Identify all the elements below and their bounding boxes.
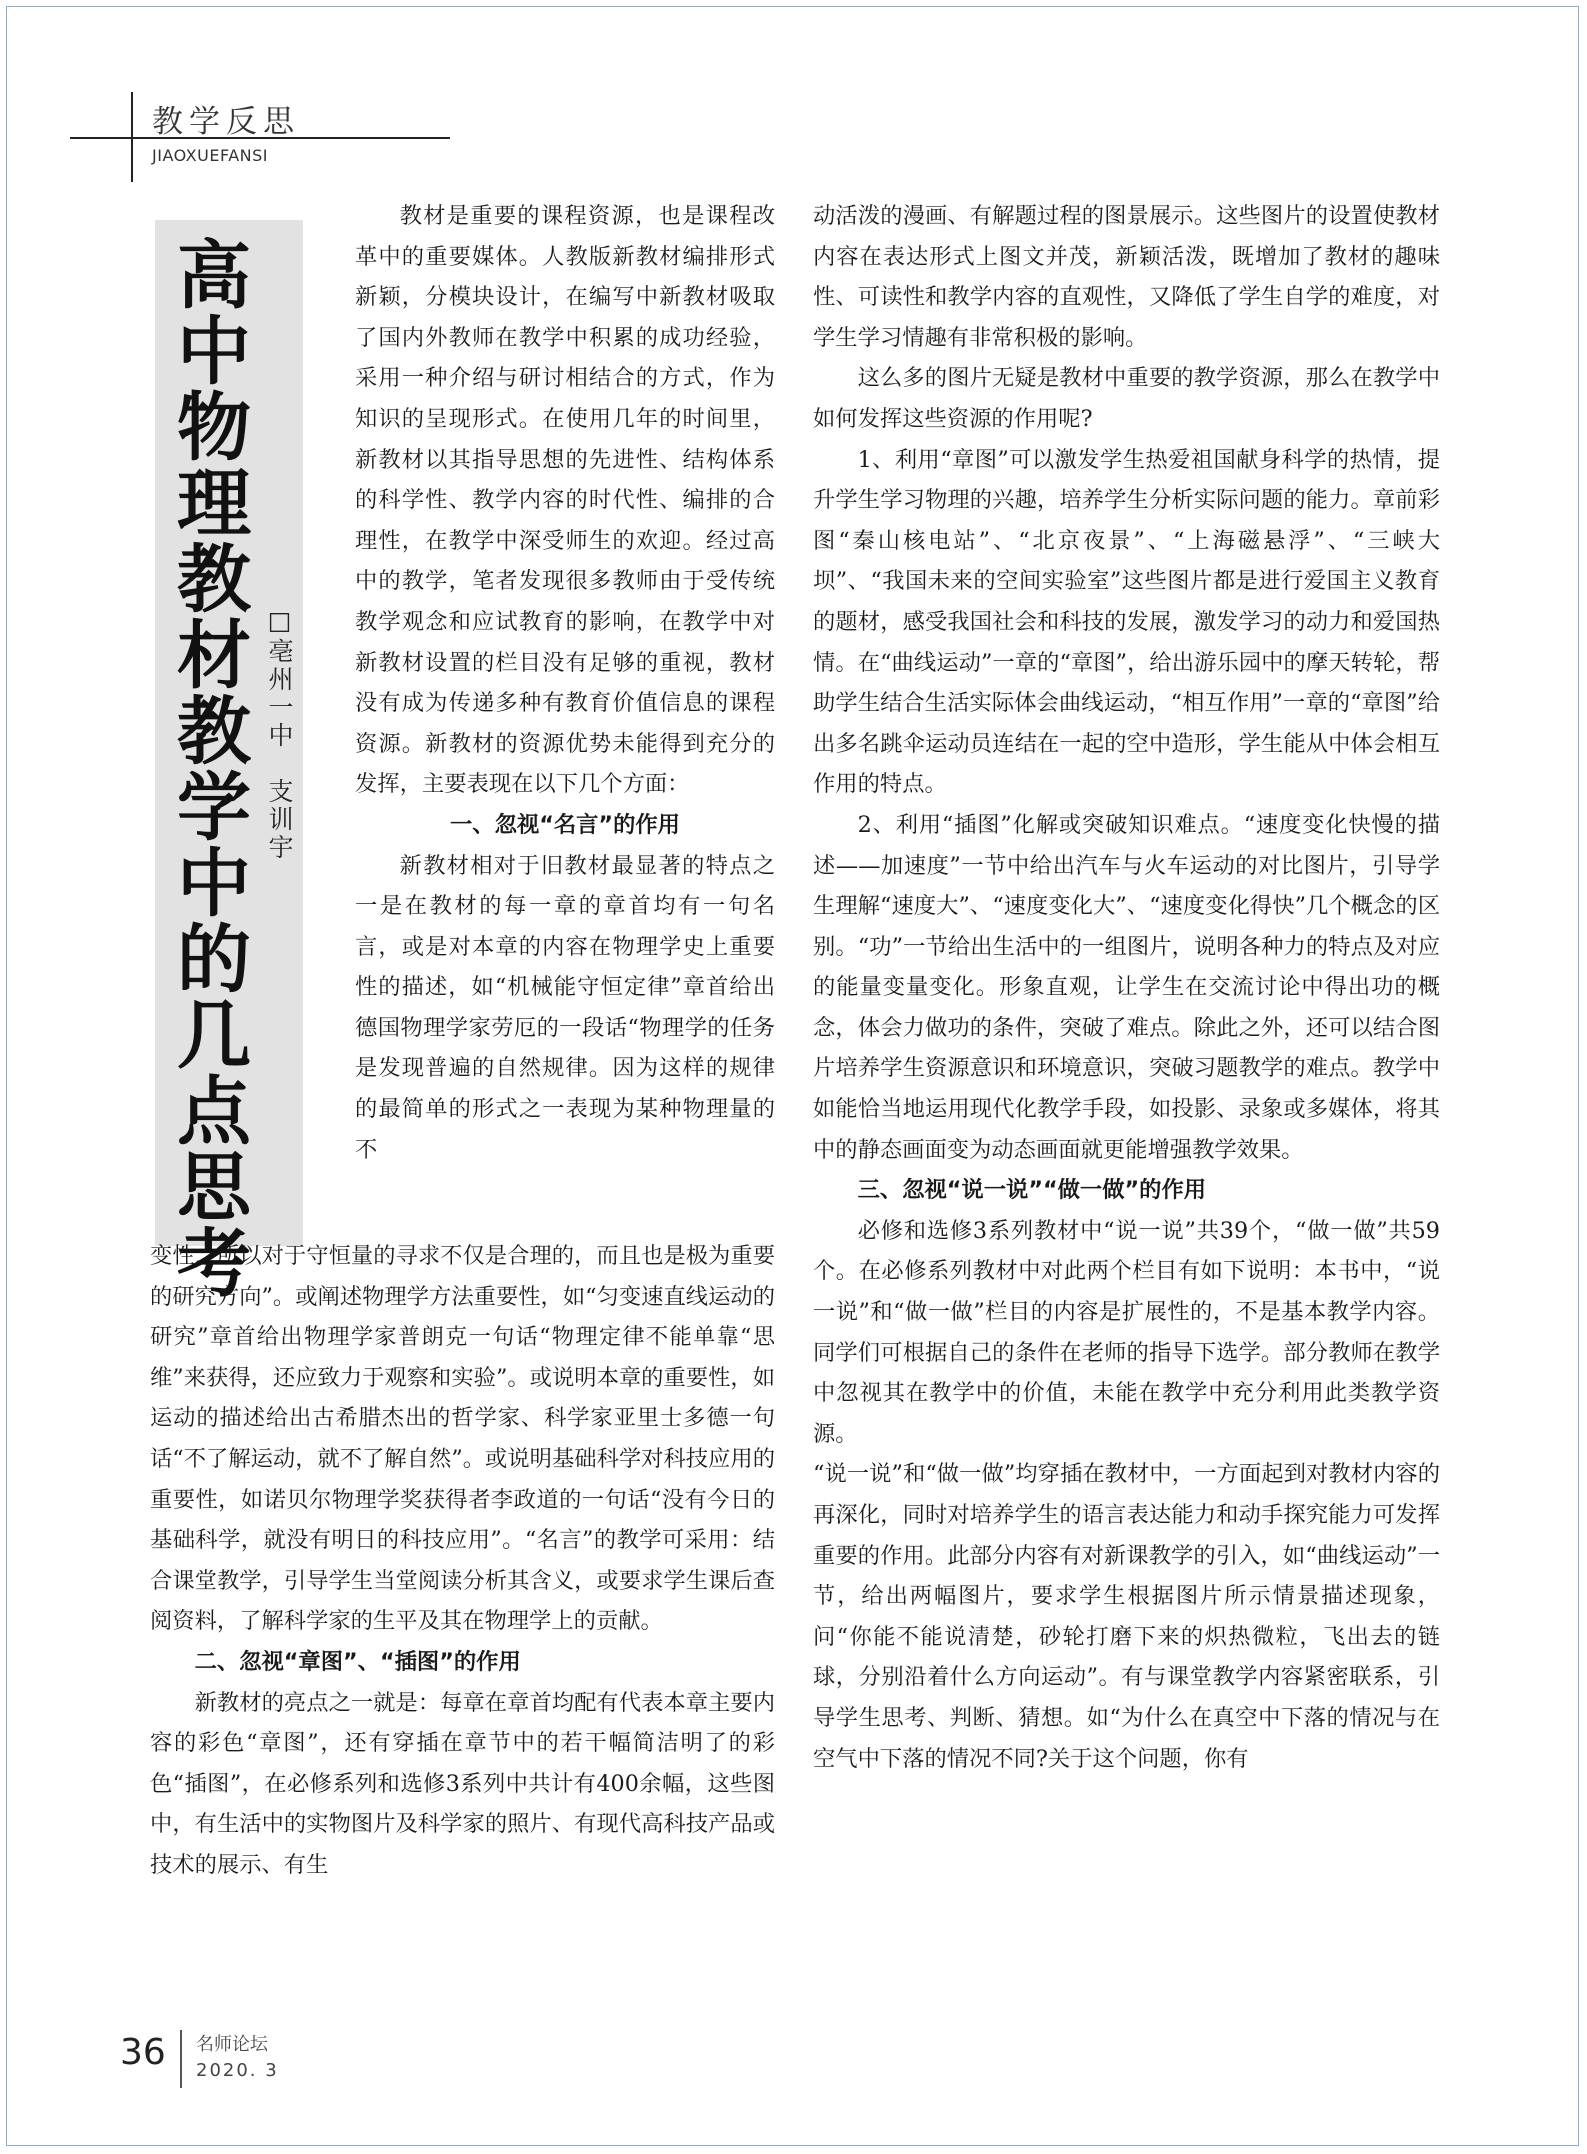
paragraph-4: 1、利用“章图”可以激发学生热爱祖国献身科学的热情，提升学生学习物理的兴趣，培养学生分析实际问题的能力。章前彩图“秦山核电站”、“北京夜景”、“上海磁悬浮”、“三峡大坝”、“我国未来的空间实验室”这些图片都是进行爱国主义教育的题材，感受我国社会和科技的发展，激发学习的动力和爱国热情。在“曲线运动”一章的“章图”，给出游乐园中的摩天转轮，帮助学生结合生活实际体会曲线运动，“相互作用”一章的“章图”给出多名跳伞运动员连结在一起的空中造形，学生能从中体会相互作用的特点。 (813, 446, 1440, 798)
magazine-name: 名师论坛 (196, 2034, 268, 2055)
article-title: 高中物理教材教学中的几点思考 (165, 236, 251, 1300)
page-number: 36 (120, 2032, 166, 2073)
paragraph-1a: 新教材相对于旧教材最显著的特点之一是在教材的每一章的章首均有一句名言，或是对本章的内容在物理学史上重要性的描述，如“机械能守恒定律”章首给出德国物理学家劳厄的一段话“物理学的任务是发现普遍的自然规律。因为这样的规律的最简单的形式之一表现为某种物理量的不 (355, 852, 775, 1163)
section-title: 教学反思 (152, 104, 300, 140)
intro-paragraph: 教材是重要的课程资源，也是课程改革中的重要媒体。人教版新教材编排形式新颖，分模块设计，在编写中新教材吸取了国内外教师在教学中积累的成功经验，采用一种介绍与研讨相结合的方式，作为知识的呈现形式。在使用几年的时间里，新教材以其指导思想的先进性、结构体系的科学性、教学内容的时代性、编排的合理性，在教学中深受师生的欢迎。经过高中的教学，笔者发现很多教师由于受传统教学观念和应试教育的影响，在教学中对新教材设置的栏目没有足够的重视，教材没有成为传递多种有教育价值信息的课程资源。新教材的资源优势未能得到充分的发挥，主要表现在以下几个方面： (355, 203, 775, 798)
right-column (813, 196, 1440, 1779)
section-subtitle: JIAOXUEFANSI (152, 146, 268, 165)
paragraph-7: “说一说”和“做一做”均穿插在教材中，一方面起到对教材内容的再深化，同时对培养学生的语言表达能力和动手探究能力可发挥重要的作用。此部分内容有对新课教学的引入，如“曲线运动”一节，给出两幅图片，要求学生根据图片所示情景描述现象，问“你能不能说清楚，砂轮打磨下来的炽热微粒，飞出去的链球，分别沿着什么方向运动”。有与课堂教学内容紧密联系，引导学生思考、判断、猜想。如“为什么在真空中下落的情况与在空气中下落的情况不同?关于这个问题，你有 (813, 1461, 1440, 1772)
paragraph-5: 2、利用“插图”化解或突破知识难点。“速度变化快慢的描述——加速度”一节中给出汽车与火车运动的对比图片，引导学生理解“速度大”、“速度变化大”、“速度变化得快”几个概念的区别。“功”一节给出生活中的一组图片，说明各种力的特点及对应的能量变量变化。形象直观，让学生在交流讨论中得出功的概念，体会力做功的条件，突破了难点。除此之外，还可以结合图片培养学生资源意识和环境意识，突破习题教学的难点。教学中如能恰当地运用现代化教学手段，如投影、录象或多媒体，将其中的静态画面变为动态画面就更能增强教学效果。 (813, 811, 1440, 1163)
paragraph-1b: 变性，所以对于守恒量的寻求不仅是合理的，而且也是极为重要的研究方向”。或阐述物理学方法重要性，如“匀变速直线运动的研究”章首给出物理学家普朗克一句话“物理定律不能单靠“思维”来获得，还应致力于观察和实验”。或说明本章的重要性，如运动的描述给出古希腊杰出的哲学家、科学家亚里士多德一句话“不了解运动，就不了解自然”。或说明基础科学对科技应用的重要性，如诺贝尔物理学奖获得者李政道的一句话“没有今日的基础科学，就没有明日的科技应用”。“名言”的教学可采用：结合课堂教学，引导学生当堂阅读分析其含义，或要求学生课后查阅资料，了解科学家的生平及其在物理学上的贡献。 (150, 1243, 775, 1635)
article-byline: □亳州一中 支训宇 (265, 606, 294, 862)
section-heading-1: 一、忽视“名言”的作用 (450, 811, 680, 838)
paragraph-3: 这么多的图片无疑是教材中重要的教学资源，那么在教学中如何发挥这些资源的作用呢? (813, 365, 1440, 432)
left-column-upper (355, 196, 775, 1170)
magazine-issue: 2020. 3 (196, 2060, 279, 2081)
footer-divider (180, 2030, 182, 2088)
section-heading-2: 二、忽视“章图”、“插图”的作用 (194, 1648, 521, 1675)
section-heading-3: 三、忽视“说一说”“做一做”的作用 (857, 1177, 1207, 1204)
paragraph-2-continued: 动活泼的漫画、有解题过程的图景展示。这些图片的设置使教材内容在表达形式上图文并茂，新颖活泼，既增加了教材的趣味性、可读性和教学内容的直观性，又降低了学生自学的难度，对学生学习情趣有非常积极的影响。 (813, 203, 1440, 351)
left-column-lower (150, 1236, 775, 1886)
paragraph-6: 必修和选修3系列教材中“说一说”共39个，“做一做”共59个。在必修系列教材中对此两个栏目有如下说明：本书中，“说一说”和“做一做”栏目的内容是扩展性的，不是基本教学内容。同学们可根据自己的条件在老师的指导下选学。部分教师在教学中忽视其在教学中的价值，未能在教学中充分利用此类教学资源。 (813, 1217, 1440, 1447)
paragraph-2: 新教材的亮点之一就是：每章在章首均配有代表本章主要内容的彩色“章图”，还有穿插在章节中的若干幅简洁明了的彩色“插图”，在必修系列和选修3系列中共计有400余幅，这些图中，有生活中的实物图片及科学家的照片、有现代高科技产品或技术的展示、有生 (150, 1689, 775, 1878)
